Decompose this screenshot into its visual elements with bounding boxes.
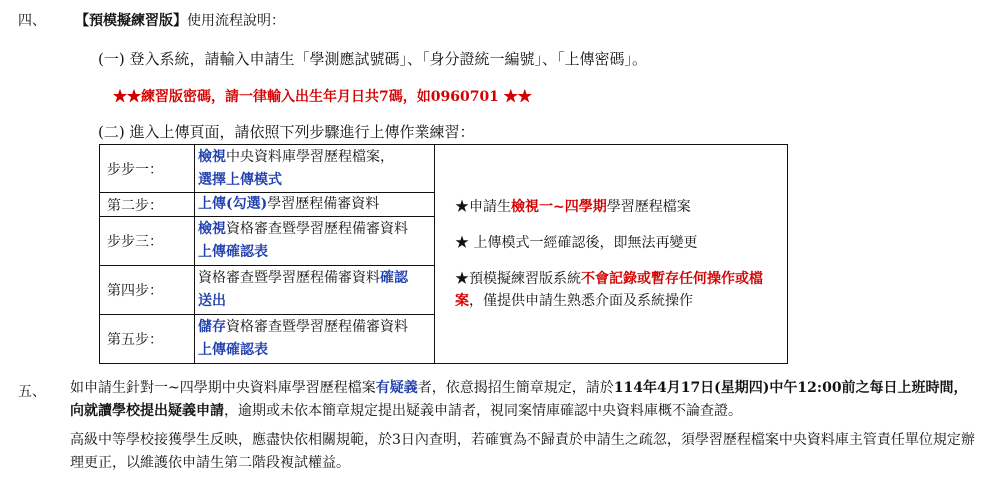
step-content-part: 學習歷程備審資料 xyxy=(267,196,380,212)
step-content-part: 確認 xyxy=(380,270,408,286)
steps-table xyxy=(99,144,788,364)
step-row xyxy=(100,145,788,193)
step-content-part: 上傳(勾選) xyxy=(198,196,268,212)
step-content-part: 檢視 xyxy=(198,221,226,237)
step-label: 步步三： xyxy=(100,217,195,266)
section-4-title-rest: 使用流程說明： xyxy=(187,13,285,29)
p1-c: 者，依意揭招生簡章規定，請於 xyxy=(417,380,614,396)
step-content-part: 檢視 xyxy=(198,148,226,165)
step-label: 第二步： xyxy=(100,193,195,217)
step-content-part: 資格審查暨學習歷程備審資料 xyxy=(226,319,408,335)
step-content-part: 儲存 xyxy=(198,319,226,335)
step-content xyxy=(195,266,435,315)
note-3-b: 不會記錄或暫存任何操作或檔案 xyxy=(455,271,763,309)
section-4-title-bracket: 【預模擬練習版】 xyxy=(75,13,187,29)
section-5-paragraph-1 xyxy=(70,377,975,423)
note-1-a: ★申請生 xyxy=(455,199,511,215)
step-label: 第四步： xyxy=(100,266,195,315)
step-content-part: 資格審查暨學習歷程備審資料 xyxy=(226,221,408,237)
step-label: 第五步： xyxy=(100,315,195,364)
section-4-number: 四、 xyxy=(18,13,46,29)
p1-e: ，逾期或未依本簡章規定提出疑義申請者，視同案情庫確認中央資料庫概不論查證。 xyxy=(224,403,742,419)
item-2 xyxy=(98,121,475,142)
step-content xyxy=(195,193,435,217)
item-1-marker: (一) xyxy=(98,50,125,68)
step-content-part: 送出 xyxy=(198,293,226,309)
note-1 xyxy=(455,196,787,218)
note-3 xyxy=(455,268,787,312)
password-note: ★★練習版密碼，請一律輸入出生年月日共7碼，如0960701 ★★ xyxy=(113,89,532,105)
section-4-title xyxy=(75,10,285,30)
item-1 xyxy=(98,48,647,69)
item-2-marker: (二) xyxy=(98,123,125,141)
step-content xyxy=(195,145,435,193)
step-content-part: 資格審查暨學習歷程備審資料 xyxy=(198,270,380,286)
p1-b: 有疑義 xyxy=(375,380,418,396)
step-content xyxy=(195,217,435,266)
note-1-b: 檢視一~四學期 xyxy=(511,199,607,215)
section-5-paragraph-2: 高級中等學校接獲學生反映，應盡快依相關規範，於3日內查明，若確實為不歸責於申請生之疏忽，須學習歷程檔案中央資料庫主管責任單位規定辦理更正，以維護依申請生第二階段複試權益。 xyxy=(70,432,975,471)
note-3-a: ★預模擬練習版系統 xyxy=(455,271,581,287)
step-content-part: 上傳確認表 xyxy=(198,244,268,260)
p1-d: 114年4月17日(星期四)中午12:00前之每日上班時間，向就讀學校提出疑義申請 xyxy=(70,380,968,419)
section-5-number: 五、 xyxy=(18,384,46,400)
step-content-part: 中央資料庫學習歷程檔案， xyxy=(226,148,394,165)
item-2-text: 進入上傳頁面，請依照下列步驟進行上傳作業練習： xyxy=(129,123,475,141)
note-3-c: ，僅提供申請生熟悉介面及系統操作 xyxy=(469,293,693,309)
step-content xyxy=(195,315,435,364)
note-1-c: 學習歷程檔案 xyxy=(606,199,691,215)
note-2: ★ 上傳模式一經確認後，即無法再變更 xyxy=(455,235,698,251)
p1-a: 如申請生針對一~四學期中央資料庫學習歷程檔案 xyxy=(70,380,376,396)
item-1-text: 登入系統，請輸入申請生「學測應試號碼」、「身分證統一編號」、「上傳密碼」。 xyxy=(129,50,648,68)
step-content-part: 選擇上傳模式 xyxy=(198,171,282,188)
step-content-part: 上傳確認表 xyxy=(198,342,268,358)
notes-cell xyxy=(435,145,788,364)
step-label: 步步一： xyxy=(100,145,195,193)
